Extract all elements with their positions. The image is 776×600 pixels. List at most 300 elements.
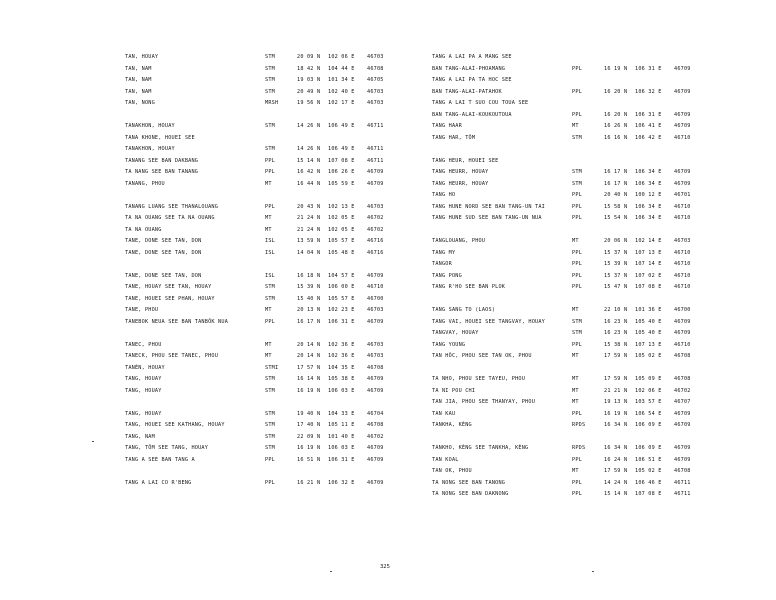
gazetteer-entry <box>125 282 425 294</box>
map-sheet-number: 46709 <box>367 387 384 394</box>
gazetteer-entry <box>432 443 732 455</box>
feature-code: MT <box>265 307 272 313</box>
gazetteer-entry <box>125 110 425 122</box>
gazetteer-entry <box>125 213 425 225</box>
map-sheet-number: 46709 <box>367 445 384 451</box>
gazetteer-entry <box>125 52 425 64</box>
map-sheet-number: 46703 <box>367 54 384 60</box>
gazetteer-entry <box>432 52 732 64</box>
gazetteer-entry <box>432 409 732 421</box>
feature-code: PPL <box>572 272 582 279</box>
feature-code: STM <box>265 77 275 83</box>
longitude: 106 09 E <box>635 445 662 451</box>
map-sheet-number: 46709 <box>674 180 691 187</box>
map-sheet-number: 46704 <box>367 410 384 417</box>
entry-name: TANG, TÔM SEE TANG, HOUAY <box>125 445 209 451</box>
map-sheet-number: 46710 <box>674 203 691 210</box>
gazetteer-entry <box>432 156 732 168</box>
map-sheet-number: 46709 <box>674 123 691 129</box>
longitude: 107 14 E <box>635 261 662 267</box>
gazetteer-entry <box>432 64 732 76</box>
longitude: 105 38 E <box>328 376 355 382</box>
latitude: 19 03 N <box>297 77 321 83</box>
longitude: 106 42 E <box>635 134 662 141</box>
gazetteer-entry <box>432 294 732 306</box>
longitude: 106 00 E <box>328 284 355 290</box>
latitude: 15 40 N <box>297 295 321 302</box>
entry-name: TANG YOUNG <box>432 341 466 348</box>
map-sheet-number: 46716 <box>367 249 384 256</box>
feature-code: ISL <box>265 238 275 244</box>
feature-code: MT <box>265 215 272 221</box>
gazetteer-entry <box>432 455 732 467</box>
latitude: 15 54 N <box>604 215 628 221</box>
longitude: 106 31 E <box>635 65 662 72</box>
longitude: 101 34 E <box>328 77 355 83</box>
map-sheet-number: 46710 <box>674 272 691 279</box>
longitude: 107 02 E <box>635 272 662 279</box>
latitude: 20 09 N <box>297 54 321 60</box>
entry-name: TA NA OUANG <box>125 226 162 233</box>
longitude: 106 49 E <box>328 146 355 152</box>
longitude: 104 35 E <box>328 364 355 371</box>
feature-code: STM <box>572 318 582 325</box>
longitude: 107 08 E <box>635 284 662 290</box>
latitude: 16 20 N <box>604 88 628 95</box>
map-sheet-number: 46710 <box>674 249 691 256</box>
gazetteer-entry <box>432 179 732 191</box>
gazetteer-entry <box>432 75 732 87</box>
latitude: 16 42 N <box>297 169 321 175</box>
feature-code: STM <box>265 376 275 382</box>
feature-code: STM <box>572 180 582 187</box>
feature-code: MT <box>572 353 579 359</box>
entry-name: TANG, HOUAY <box>125 376 162 382</box>
map-sheet-number: 46700 <box>367 295 384 302</box>
longitude: 103 57 E <box>635 399 662 405</box>
entry-name: TA NI POU CHI <box>432 387 476 394</box>
gazetteer-entry <box>432 110 732 122</box>
gazetteer-entry <box>432 202 732 214</box>
entry-name: TANGLOUANG, PHOU <box>432 238 486 244</box>
map-sheet-number: 46702 <box>367 215 384 221</box>
feature-code: MRSH <box>265 100 279 106</box>
gazetteer-entry <box>125 202 425 214</box>
gazetteer-entry <box>432 386 732 398</box>
map-sheet-number: 46710 <box>674 134 691 141</box>
feature-code: MT <box>572 399 579 405</box>
map-sheet-number: 46701 <box>674 192 691 198</box>
gazetteer-entry <box>432 432 732 444</box>
latitude: 22 09 N <box>297 433 321 440</box>
feature-code: ISL <box>265 249 275 256</box>
gazetteer-entry <box>125 133 425 145</box>
gazetteer-entry <box>125 190 425 202</box>
longitude: 106 49 E <box>328 123 355 129</box>
feature-code: PPL <box>265 203 275 210</box>
feature-code: MT <box>572 468 579 474</box>
entry-name: TAN, NONG <box>125 100 155 106</box>
feature-code: STM <box>265 284 275 290</box>
map-sheet-number: 46711 <box>674 491 691 497</box>
gazetteer-entry <box>432 478 732 490</box>
gazetteer-entry <box>125 386 425 398</box>
gazetteer-entry <box>432 87 732 99</box>
longitude: 101 36 E <box>635 307 662 313</box>
latitude: 17 59 N <box>604 353 628 359</box>
feature-code: STM <box>265 422 275 428</box>
entry-name: TAN KAU <box>432 410 456 417</box>
longitude: 102 40 E <box>328 88 355 95</box>
map-sheet-number: 46703 <box>367 88 384 95</box>
entry-name: TA NANG SEE BAN TANANG <box>125 169 199 175</box>
feature-code: MT <box>265 353 272 359</box>
longitude: 105 57 E <box>328 238 355 244</box>
longitude: 106 31 E <box>328 456 355 463</box>
gazetteer-entry <box>432 489 732 501</box>
feature-code: PPL <box>265 479 275 486</box>
gazetteer-entry <box>432 351 732 363</box>
longitude: 106 03 E <box>328 445 355 451</box>
latitude: 16 34 N <box>604 422 628 428</box>
longitude: 102 06 E <box>328 54 355 60</box>
feature-code: STM <box>265 387 275 394</box>
entry-name: TANG SANG TO (LAOS) <box>432 307 496 313</box>
map-sheet-number: 46709 <box>367 318 384 325</box>
longitude: 106 34 E <box>635 215 662 221</box>
gazetteer-entry <box>125 98 425 110</box>
map-sheet-number: 46711 <box>674 479 691 486</box>
map-sheet-number: 46709 <box>674 169 691 175</box>
feature-code: PPL <box>572 249 582 256</box>
entry-name: TANG VAI, HOUEI SEE TANGVAY, HOUAY <box>432 318 545 325</box>
longitude: 107 13 E <box>635 249 662 256</box>
entry-name: TANG A LAI PA A MANG SEE <box>432 54 512 60</box>
latitude: 18 42 N <box>297 65 321 72</box>
latitude: 17 59 N <box>604 468 628 474</box>
map-sheet-number: 46709 <box>674 88 691 95</box>
gazetteer-entry <box>432 340 732 352</box>
latitude: 16 19 N <box>297 387 321 394</box>
gazetteer-entry <box>125 156 425 168</box>
entry-name: TA NONG SEE BAN DAKNONG <box>432 491 509 497</box>
longitude: 107 08 E <box>635 491 662 497</box>
latitude: 16 34 N <box>604 445 628 451</box>
feature-code: MT <box>265 341 272 348</box>
latitude: 17 59 N <box>604 376 628 382</box>
gazetteer-entry <box>125 340 425 352</box>
latitude: 15 37 N <box>604 272 628 279</box>
latitude: 16 17 N <box>604 180 628 187</box>
latitude: 16 44 N <box>297 180 321 187</box>
latitude: 15 14 N <box>604 491 628 497</box>
entry-name: TANG R'HO SEE BAN PLOK <box>432 284 506 290</box>
map-sheet-number: 46711 <box>367 157 384 164</box>
longitude: 105 02 E <box>635 353 662 359</box>
longitude: 105 57 E <box>328 295 355 302</box>
gazetteer-entry <box>125 167 425 179</box>
longitude: 105 11 E <box>328 422 355 428</box>
feature-code: STM <box>265 88 275 95</box>
gazetteer-entry <box>432 98 732 110</box>
latitude: 16 26 N <box>604 123 628 129</box>
gazetteer-entry <box>432 144 732 156</box>
entry-name: TANAKHON, HOUAY <box>125 146 175 152</box>
map-sheet-number: 46710 <box>674 284 691 290</box>
longitude: 106 34 E <box>635 180 662 187</box>
latitude: 15 14 N <box>297 157 321 164</box>
latitude: 16 19 N <box>604 410 628 417</box>
latitude: 16 19 N <box>604 65 628 72</box>
entry-name: TANG A SEE BAN TANG A <box>125 456 195 463</box>
map-sheet-number: 46709 <box>674 422 691 428</box>
feature-code: PPL <box>572 215 582 221</box>
feature-code: STM <box>265 445 275 451</box>
feature-code: PPL <box>572 341 582 348</box>
entry-name: TAN, NAM <box>125 77 152 83</box>
feature-code: MT <box>572 387 579 394</box>
feature-code: MT <box>265 226 272 233</box>
feature-code: PPL <box>265 456 275 463</box>
feature-code: STM <box>265 433 275 440</box>
entry-name: TANAKHON, HOUAY <box>125 123 175 129</box>
feature-code: PPL <box>572 203 582 210</box>
latitude: 16 24 N <box>604 456 628 463</box>
longitude: 106 31 E <box>635 111 662 118</box>
gazetteer-entry <box>432 190 732 202</box>
latitude: 17 40 N <box>297 422 321 428</box>
gazetteer-entry <box>125 432 425 444</box>
map-sheet-number: 46702 <box>674 387 691 394</box>
entry-name: TANKHO, KÈNG SEE TANKHA, KÈNG <box>432 445 529 451</box>
map-sheet-number: 46708 <box>367 65 384 72</box>
gazetteer-entry <box>125 271 425 283</box>
map-sheet-number: 46709 <box>367 479 384 486</box>
entry-name: TANANG SEE BAN DAKBANG <box>125 157 199 164</box>
feature-code: PPL <box>572 456 582 463</box>
scan-speck <box>592 571 594 572</box>
longitude: 104 33 E <box>328 410 355 417</box>
longitude: 104 44 E <box>328 65 355 72</box>
map-sheet-number: 46709 <box>674 330 691 336</box>
entry-name: TANECK, PHOU SEE TANEC, PHOU <box>125 353 219 359</box>
gazetteer-entry <box>432 397 732 409</box>
gazetteer-entry <box>432 305 732 317</box>
latitude: 15 47 N <box>604 284 628 290</box>
gazetteer-entry <box>432 259 732 271</box>
entry-name: TANG, HOUEI SEE KATHANG, HOUAY <box>125 422 225 428</box>
latitude: 16 18 N <box>297 272 321 279</box>
longitude: 104 57 E <box>328 272 355 279</box>
latitude: 16 17 N <box>297 318 321 325</box>
latitude: 19 40 N <box>297 410 321 417</box>
latitude: 16 51 N <box>297 456 321 463</box>
longitude: 102 17 E <box>328 100 355 106</box>
latitude: 16 16 N <box>604 134 628 141</box>
entry-name: TA NHO, PHOU SEE TAYEU, PHOU <box>432 376 526 382</box>
entry-name: TANANG LUANG SEE THANALOUANG <box>125 203 219 210</box>
map-sheet-number: 46700 <box>674 307 691 313</box>
map-sheet-number: 46709 <box>367 376 384 382</box>
feature-code: STM <box>265 54 275 60</box>
map-sheet-number: 46708 <box>367 364 384 371</box>
map-sheet-number: 46710 <box>674 215 691 221</box>
longitude: 101 40 E <box>328 433 355 440</box>
feature-code: PPL <box>572 88 582 95</box>
map-sheet-number: 46709 <box>367 169 384 175</box>
feature-code: PPL <box>572 479 582 486</box>
latitude: 21 24 N <box>297 226 321 233</box>
latitude: 15 37 N <box>604 249 628 256</box>
map-sheet-number: 46703 <box>367 203 384 210</box>
latitude: 15 39 N <box>297 284 321 290</box>
gazetteer-entry <box>432 133 732 145</box>
entry-name: TANG A LAI CO R'BENG <box>125 479 192 486</box>
latitude: 16 14 N <box>297 376 321 382</box>
gazetteer-entry <box>125 466 425 478</box>
map-sheet-number: 46703 <box>367 100 384 106</box>
entry-name: TANG A LAI T SUO COU TOUA SEE <box>432 100 529 106</box>
feature-code: RPDS <box>572 445 586 451</box>
longitude: 102 14 E <box>635 238 662 244</box>
longitude: 106 31 E <box>328 318 355 325</box>
latitude: 16 21 N <box>297 479 321 486</box>
longitude: 102 36 E <box>328 353 355 359</box>
longitude: 102 06 E <box>635 387 662 394</box>
feature-code: STM <box>265 295 275 302</box>
map-sheet-number: 46708 <box>367 422 384 428</box>
feature-code: MT <box>265 180 272 187</box>
map-sheet-number: 46716 <box>367 238 384 244</box>
entry-name: TANG, HOUAY <box>125 410 162 417</box>
map-sheet-number: 46710 <box>367 284 384 290</box>
longitude: 102 36 E <box>328 341 355 348</box>
latitude: 16 20 N <box>604 111 628 118</box>
latitude: 14 26 N <box>297 146 321 152</box>
longitude: 102 23 E <box>328 307 355 313</box>
entry-name: TA NONG SEE BAN TANONG <box>432 479 506 486</box>
entry-name: TAN JIA, PHOU SEE THANYAY, PHOU <box>432 399 536 405</box>
entry-name: TANKHA, KÈNG <box>432 422 472 428</box>
longitude: 106 32 E <box>328 479 355 486</box>
entry-name: TAN, NAM <box>125 65 152 72</box>
feature-code: PPL <box>265 169 275 175</box>
latitude: 21 24 N <box>297 215 321 221</box>
latitude: 15 38 N <box>604 341 628 348</box>
longitude: 105 02 E <box>635 468 662 474</box>
gazetteer-entry <box>125 294 425 306</box>
entry-name: TANGOR <box>432 261 452 267</box>
latitude: 19 56 N <box>297 100 321 106</box>
scan-speck <box>92 441 94 442</box>
map-sheet-number: 46709 <box>367 272 384 279</box>
latitude: 20 40 N <box>604 192 628 198</box>
gazetteer-entry <box>432 374 732 386</box>
longitude: 106 34 E <box>635 203 662 210</box>
entry-name: TANG HEURR, HOUAY <box>432 180 489 187</box>
feature-code: PPL <box>572 111 582 118</box>
feature-code: STM <box>572 330 582 336</box>
gazetteer-entry <box>125 179 425 191</box>
gazetteer-entry <box>125 225 425 237</box>
feature-code: PPL <box>572 284 582 290</box>
latitude: 20 43 N <box>297 203 321 210</box>
gazetteer-entry <box>432 271 732 283</box>
feature-code: PPL <box>265 318 275 325</box>
gazetteer-entry <box>125 64 425 76</box>
entry-name: TANGVAY, HOUAY <box>432 330 479 336</box>
latitude: 14 04 N <box>297 249 321 256</box>
entry-name: TANEBOK NEUA SEE BAN TANBÔK NUA <box>125 318 229 325</box>
latitude: 22 10 N <box>604 307 628 313</box>
entry-name: TANG PONG <box>432 272 462 279</box>
latitude: 15 58 N <box>604 203 628 210</box>
entry-name: TAN KOAL <box>432 456 459 463</box>
map-sheet-number: 46709 <box>674 456 691 463</box>
gazetteer-entry <box>432 466 732 478</box>
map-sheet-number: 46710 <box>674 261 691 267</box>
longitude: 106 09 E <box>635 422 662 428</box>
map-sheet-number: 46705 <box>367 77 384 83</box>
gazetteer-entry <box>432 213 732 225</box>
latitude: 16 23 N <box>604 330 628 336</box>
latitude: 20 14 N <box>297 341 321 348</box>
entry-name: TANA KHONE, HOUEI SEE <box>125 134 195 141</box>
gazetteer-entry <box>125 351 425 363</box>
longitude: 107 08 E <box>328 157 355 164</box>
gazetteer-entry <box>432 282 732 294</box>
longitude: 100 12 E <box>635 192 662 198</box>
entry-name: TANG HUNE SUD SEE BAN TANG-UN NUA <box>432 215 542 221</box>
gazetteer-entry <box>125 374 425 386</box>
entry-name: TANE, DONE SEE TAN, DON <box>125 238 202 244</box>
gazetteer-entry <box>125 317 425 329</box>
latitude: 16 23 N <box>604 318 628 325</box>
entry-name: TANG HUNE NORD SEE BAN TANG-UN TAI <box>432 203 545 210</box>
gazetteer-entry <box>125 363 425 375</box>
longitude: 107 13 E <box>635 341 662 348</box>
map-sheet-number: 46703 <box>367 307 384 313</box>
feature-code: PPL <box>265 157 275 164</box>
gazetteer-entry <box>125 87 425 99</box>
map-sheet-number: 46709 <box>367 180 384 187</box>
map-sheet-number: 46708 <box>674 468 691 474</box>
longitude: 105 48 E <box>328 249 355 256</box>
entry-name: TAN, HOUAY <box>125 54 159 60</box>
gazetteer-entry <box>432 167 732 179</box>
gazetteer-entry <box>125 248 425 260</box>
map-sheet-number: 46702 <box>367 226 384 233</box>
latitude: 13 59 N <box>297 238 321 244</box>
feature-code: PPL <box>572 65 582 72</box>
gazetteer-entry <box>125 397 425 409</box>
feature-code: MT <box>572 376 579 382</box>
map-sheet-number: 46709 <box>674 445 691 451</box>
map-sheet-number: 46709 <box>674 65 691 72</box>
entry-name: TANÈN, HOUAY <box>125 364 165 371</box>
longitude: 105 40 E <box>635 330 662 336</box>
gazetteer-entry <box>125 305 425 317</box>
map-sheet-number: 46709 <box>674 318 691 325</box>
entry-name: TANG HAR, TÔM <box>432 134 476 141</box>
entry-name: TANE, DONE SEE TAN, DON <box>125 249 202 256</box>
entry-name: TAN OK, PHOU <box>432 468 472 474</box>
map-sheet-number: 46709 <box>367 456 384 463</box>
entry-name: TANG HEUR, HOUEI SEE <box>432 157 499 164</box>
entry-name: TANEC, PHOU <box>125 341 162 348</box>
latitude: 17 57 N <box>297 364 321 371</box>
entry-name: TA NA OUANG SEE TA NA OUANG <box>125 215 215 221</box>
